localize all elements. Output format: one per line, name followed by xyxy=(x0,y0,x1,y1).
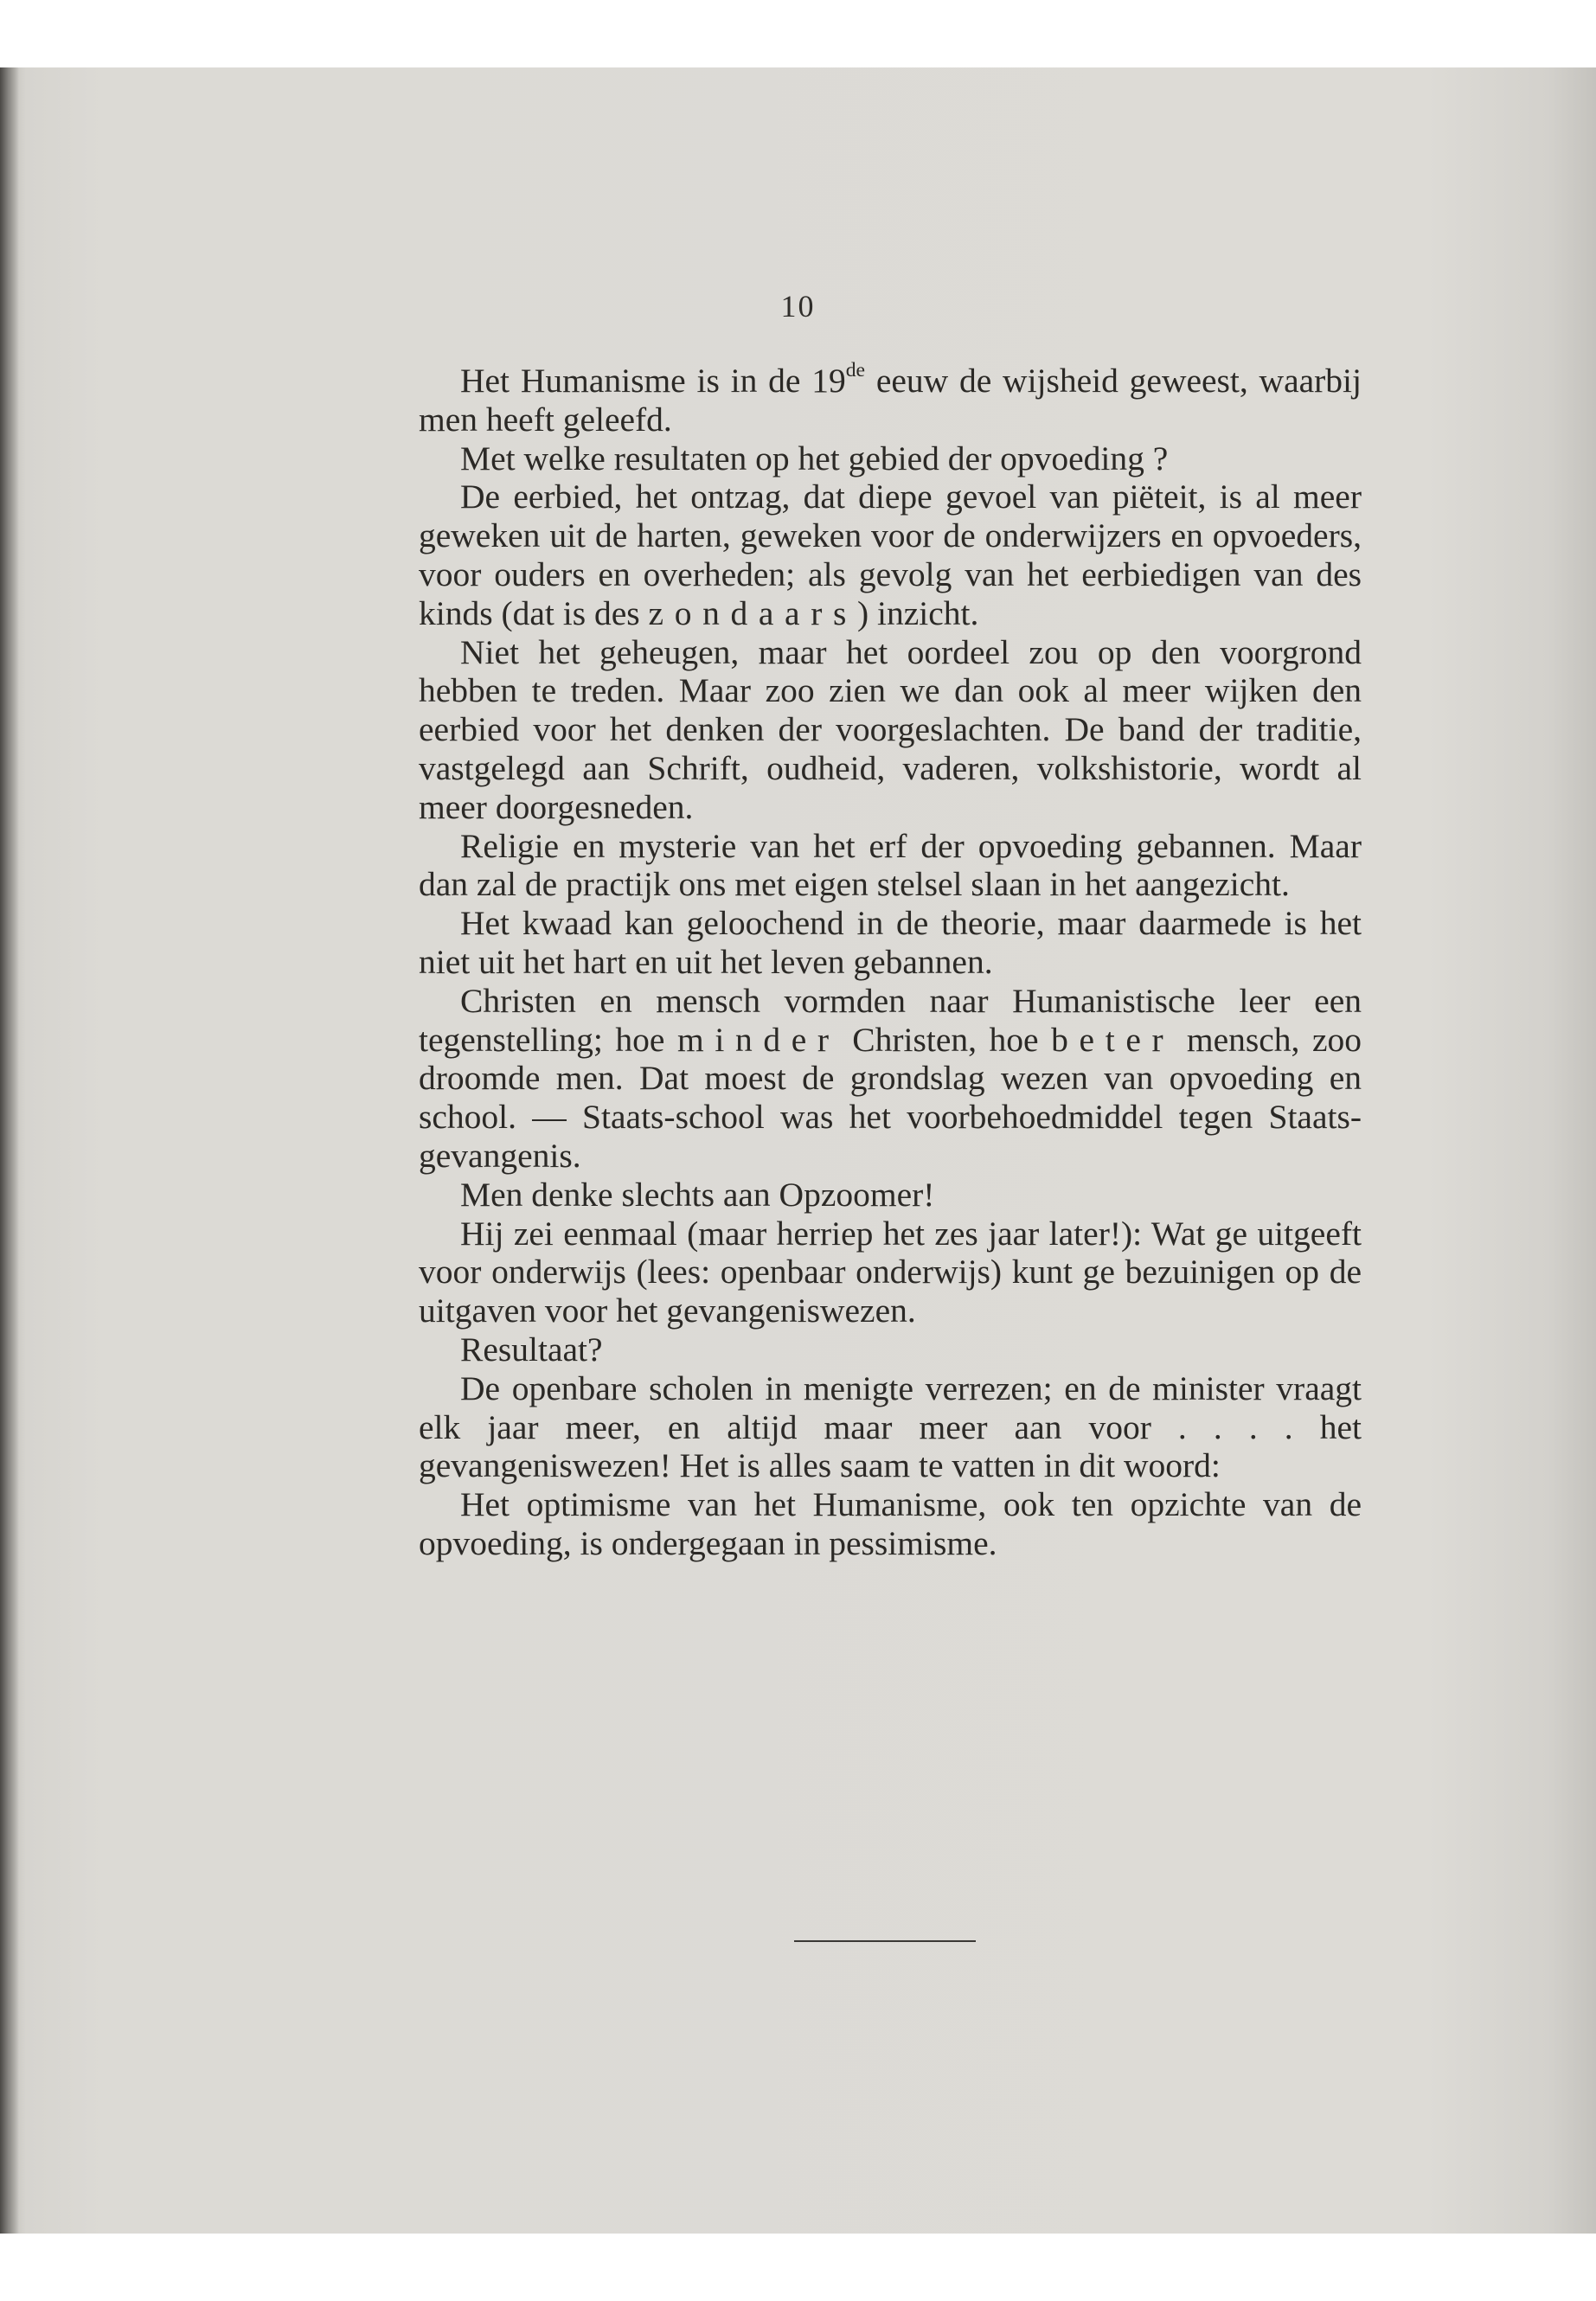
paragraph: Religie en mysterie van het erf der opvoeding gebannen. Maar dan zal de practijk ons met eigen stelsel slaan in het aangezicht. xyxy=(419,826,1362,904)
paragraph: Men denke slechts aan Opzoomer! xyxy=(460,1175,935,1214)
paragraph: Het Humanisme is in de 19de eeuw de wijsheid geweest, waarbij men heeft geleefd. xyxy=(419,359,1362,439)
paragraph: Christen en mensch vormden naar Humanistische leer een tegenstelling; hoe minder Christen, hoe beter mensch, zoo droomde men. Dat moest de grondslag wezen van opvoeding en school. — Staats-school was het voorbehoedmiddel tegen Staats-gevangenis. xyxy=(419,981,1362,1175)
paragraph: Met welke resultaten op het gebied der opvoeding ? xyxy=(460,439,1169,478)
emphasis-spaced: minder xyxy=(676,1020,840,1059)
emphasis-spaced: zondaars xyxy=(648,593,858,632)
paragraph: Hij zei eenmaal (maar herriep het zes jaar later!): Wat ge uitgeeft voor onderwijs (lees: openbaar onderwijs) kunt ge bezuinigen op de uitgaven voor het gevangeniswezen. xyxy=(419,1214,1362,1330)
body-text xyxy=(419,359,1362,1563)
paragraph: Het kwaad kan geloochend in de theorie, maar daarmede is het niet uit het hart en uit het leven gebannen. xyxy=(419,904,1362,981)
scanned-page xyxy=(0,67,1596,2234)
book-spine-shadow xyxy=(0,67,19,2234)
paragraph: De eerbied, het ontzag, dat diepe gevoel van piëteit, is al meer geweken uit de harten, geweken voor de onderwijzers en opvoeders, voor ouders en overheden; als gevolg van het eerbiedigen van des kinds (dat is des zondaars) inzicht. xyxy=(419,478,1362,632)
page-number: 10 xyxy=(780,289,816,324)
section-end-rule xyxy=(794,1940,976,1942)
paragraph: De openbare scholen in menigte verrezen; en de minister vraagt elk jaar meer, en altijd maar meer aan voor . . . . het gevangeniswezen! Het is alles saam te vatten in dit woord: xyxy=(419,1368,1362,1485)
paragraph: Het optimisme van het Humanisme, ook ten opzichte van de opvoeding, is ondergegaan in pessimisme. xyxy=(419,1485,1362,1562)
emphasis-spaced: beter xyxy=(1051,1020,1175,1059)
paragraph: Niet het geheugen, maar het oordeel zou op den voorgrond hebben te treden. Maar zoo zien we dan ook al meer wijken den eerbied voor het denken der voorgeslachten. De band der traditie, vastgelegd aan Schrift, oudheid, vaderen, volkshistorie, wordt al meer doorgesneden. xyxy=(419,632,1362,826)
paragraph: Resultaat? xyxy=(460,1330,603,1368)
